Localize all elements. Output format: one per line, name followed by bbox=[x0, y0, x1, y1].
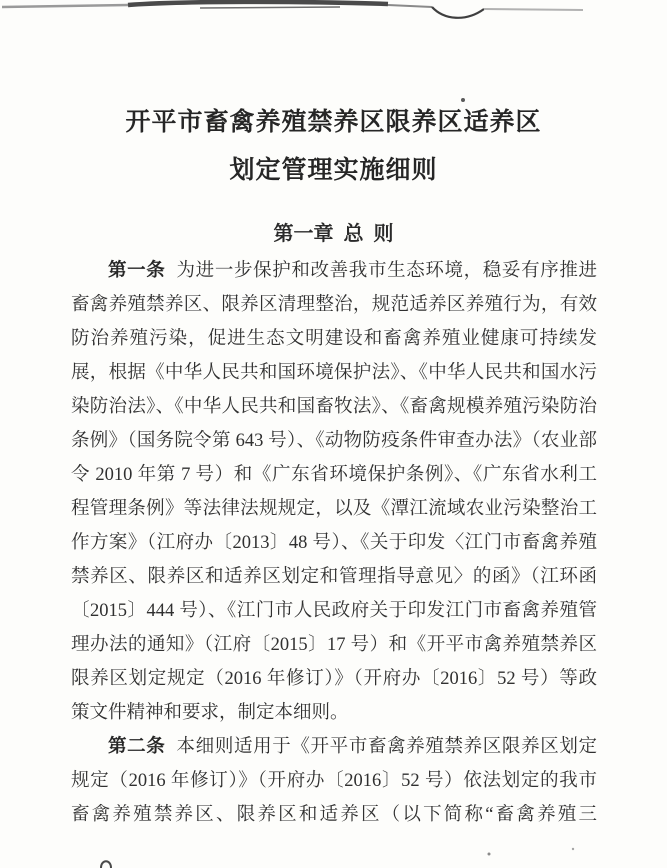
body-line: 畜禽养殖禁养区、限养区清理整治，规范适养区养殖行为，有效 bbox=[71, 295, 597, 315]
cutoff-character-icon bbox=[101, 861, 111, 868]
speck-icon bbox=[572, 848, 574, 850]
body-line: 限养区划定规定（2016 年修订）》（开府办〔2016〕52 号）等政 bbox=[71, 669, 597, 689]
chapter-heading: 第一章 总 则 bbox=[273, 223, 394, 245]
body-line: 作方案》（江府办〔2013〕48 号）、《关于印发〈江门市畜禽养殖 bbox=[71, 533, 597, 553]
document-title bbox=[0, 99, 667, 195]
speck-icon bbox=[488, 853, 491, 856]
body-line: 策文件精神和要求，制定本细则。 bbox=[71, 703, 349, 723]
body-line: 程管理条例》等法律法规规定，以及《潭江流域农业污染整治工 bbox=[71, 499, 597, 519]
body-line: 染防治法》、《中华人民共和国畜牧法》、《畜禽规模养殖污染防治 bbox=[71, 397, 597, 417]
body-line: 防治养殖污染，促进生态文明建设和畜禽养殖业健康可持续发 bbox=[71, 329, 597, 349]
title-line-1: 开平市畜禽养殖禁养区限养区适养区 bbox=[125, 109, 542, 136]
article-label: 第一条 bbox=[108, 261, 166, 281]
title-line-2: 划定管理实施细则 bbox=[229, 157, 438, 184]
article-label: 第二条 bbox=[108, 737, 166, 757]
body-line: 第二条 本细则适用于《开平市畜禽养殖禁养区限养区划定 bbox=[108, 737, 597, 757]
body-line: 令 2010 年第 7 号）和《广东省环境保护条例》、《广东省水利工 bbox=[71, 465, 597, 485]
body-line: 展，根据《中华人民共和国环境保护法》、《中华人民共和国水污 bbox=[71, 363, 597, 383]
body-line: 〔2015〕444 号）、《江门市人民政府关于印发江门市畜禽养殖管 bbox=[71, 601, 597, 621]
body-line: 规定（2016 年修订）》（开府办〔2016〕52 号）依法划定的我市 bbox=[71, 771, 597, 791]
body-line: 条例》（国务院令第 643 号）、《动物防疫条件审查办法》（农业部 bbox=[71, 431, 597, 451]
scanner-smudge-icon bbox=[2, 2, 583, 18]
body-line: 理办法的通知》（江府〔2015〕17 号）和《开平市禽养殖禁养区 bbox=[71, 635, 597, 655]
body-line: 禁养区、限养区和适养区划定和管理指导意见〉的函》（江环函 bbox=[71, 567, 597, 587]
body-text bbox=[71, 254, 597, 832]
body-line: 第一条 为进一步保护和改善我市生态环境，稳妥有序推进 bbox=[108, 261, 597, 281]
body-line: 畜禽养殖禁养区、限养区和适养区（以下简称“畜禽养殖三 bbox=[71, 805, 597, 825]
